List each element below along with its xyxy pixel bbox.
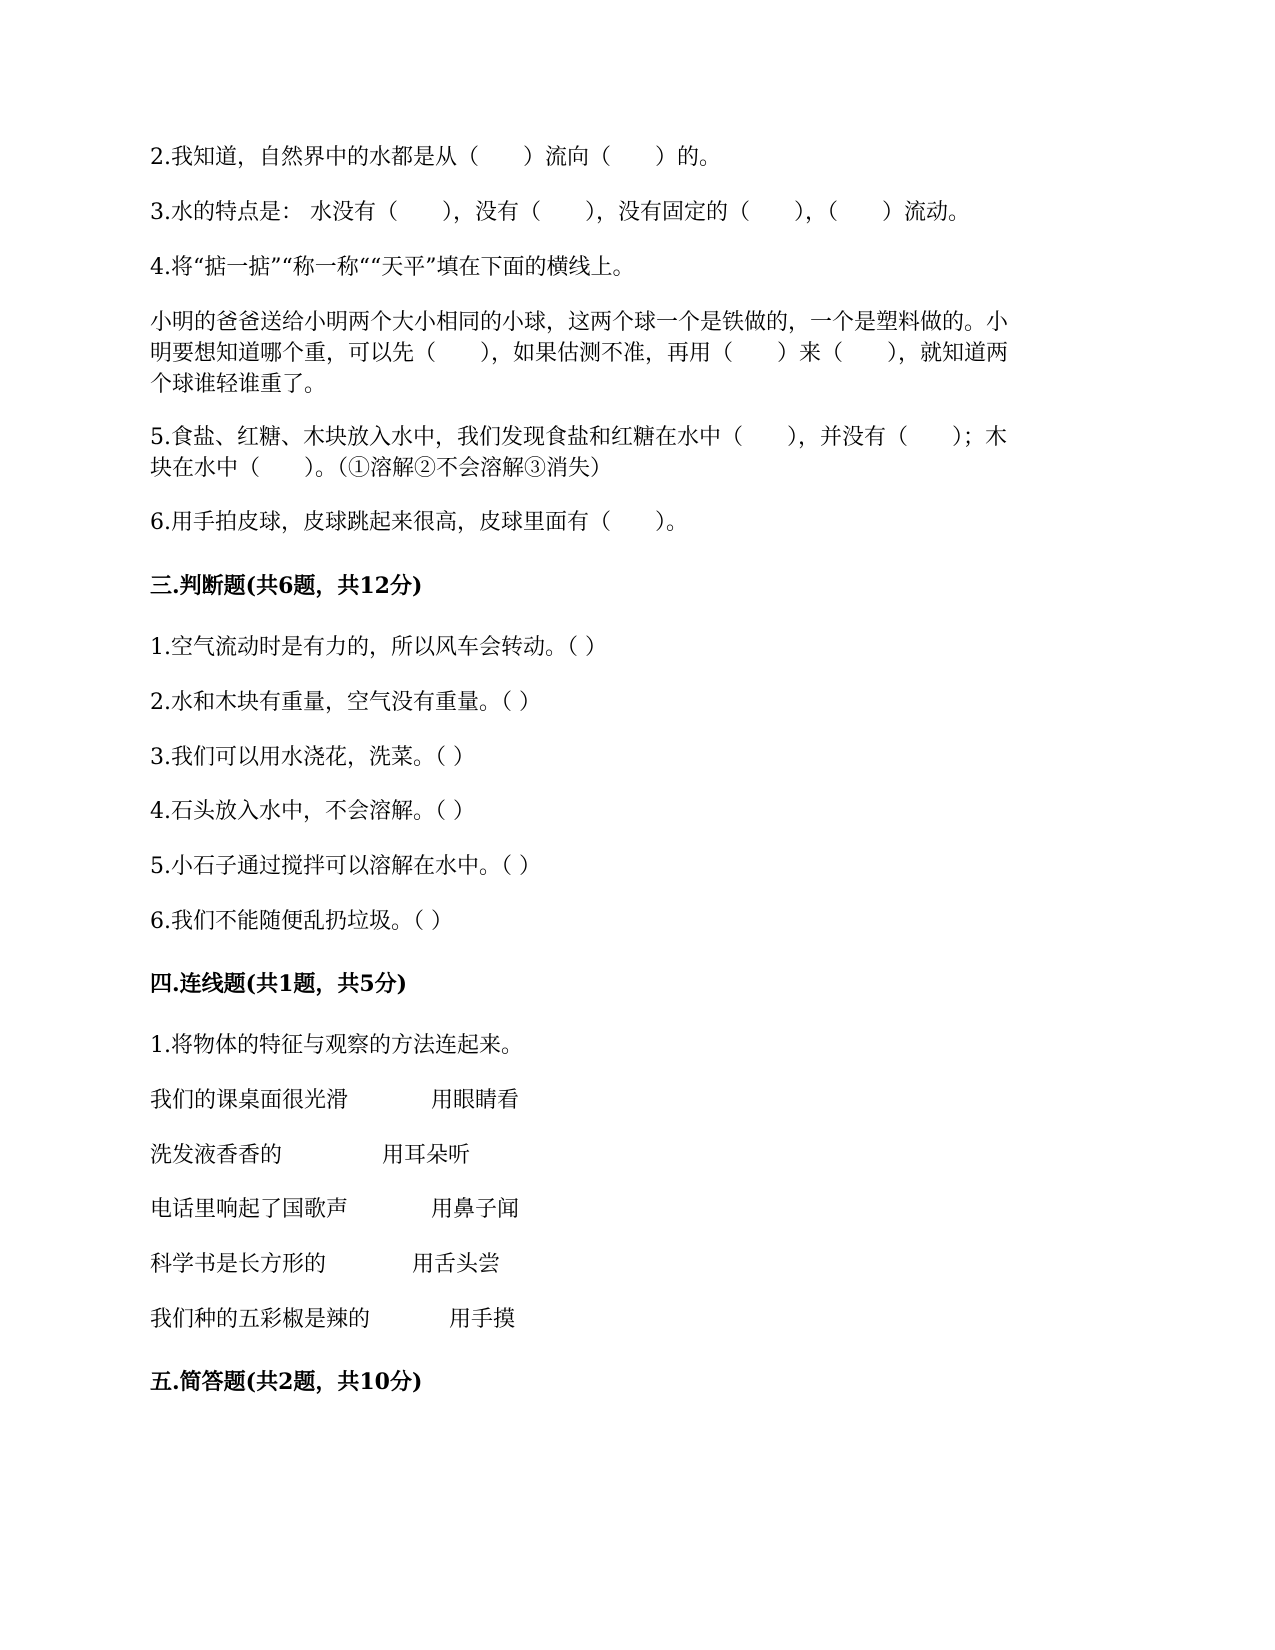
matching-method: 用眼睛看 xyxy=(431,1088,520,1113)
matching-row xyxy=(150,1194,650,1226)
matching-feature: 我们种的五彩椒是辣的 xyxy=(150,1307,371,1332)
judge-item: 2.水和木块有重量，空气没有重量。（ ） xyxy=(150,690,541,715)
fill-in-question-2: 2.我知道，自然界中的水都是从（ ）流向（ ）的。 xyxy=(150,145,721,170)
matching-method: 用手摸 xyxy=(449,1307,516,1332)
fill-in-question-3: 3.水的特点是： 水没有（ ），没有（ ），没有固定的（ ），（ ）流动。 xyxy=(150,200,970,225)
matching-prompt: 1.将物体的特征与观察的方法连起来。 xyxy=(150,1033,523,1058)
matching-row xyxy=(150,1304,650,1336)
judge-item: 4.石头放入水中，不会溶解。（ ） xyxy=(150,799,475,824)
matching-row xyxy=(150,1085,650,1117)
matching-feature: 电话里响起了国歌声 xyxy=(150,1197,349,1222)
judge-item: 1.空气流动时是有力的，所以风车会转动。（ ） xyxy=(150,635,607,660)
short-answer-section-heading: 五.简答题(共2题，共10分) xyxy=(150,1369,423,1395)
matching-method: 用舌头尝 xyxy=(412,1252,501,1277)
judge-item: 5.小石子通过搅拌可以溶解在水中。（ ） xyxy=(150,854,541,879)
judge-section-heading: 三.判断题(共6题，共12分) xyxy=(150,573,423,599)
matching-feature: 科学书是长方形的 xyxy=(150,1252,327,1277)
fill-in-question-5 xyxy=(150,422,1125,484)
matching-method: 用鼻子闻 xyxy=(431,1197,520,1222)
question-line: 块在水中（ ）。（①溶解②不会溶解③消失） xyxy=(150,456,613,481)
matching-method: 用耳朵听 xyxy=(382,1143,471,1168)
matching-row xyxy=(150,1249,650,1281)
fill-in-question-4-story xyxy=(150,307,1125,400)
story-line: 明要想知道哪个重，可以先（ ），如果估测不准，再用（ ）来（ ），就知道两 xyxy=(150,341,1009,366)
matching-feature: 洗发液香香的 xyxy=(150,1143,283,1168)
story-line: 个球谁轻谁重了。 xyxy=(150,372,327,397)
matching-row xyxy=(150,1140,650,1172)
judge-item: 3.我们可以用水浇花，洗菜。（ ） xyxy=(150,745,475,770)
judge-item: 6.我们不能随便乱扔垃圾。（ ） xyxy=(150,909,453,934)
question-line: 5.食盐、红糖、木块放入水中，我们发现食盐和红糖在水中（ ），并没有（ ）；木 xyxy=(150,425,1007,450)
fill-in-question-4: 4.将“掂一掂”“称一称““天平”填在下面的横线上。 xyxy=(150,255,635,280)
fill-in-question-6: 6.用手拍皮球，皮球跳起来很高，皮球里面有（ ）。 xyxy=(150,510,688,535)
matching-feature: 我们的课桌面很光滑 xyxy=(150,1088,349,1113)
story-line: 小明的爸爸送给小明两个大小相同的小球，这两个球一个是铁做的，一个是塑料做的。小 xyxy=(150,310,1009,335)
matching-section-heading: 四.连线题(共1题，共5分) xyxy=(150,971,408,997)
